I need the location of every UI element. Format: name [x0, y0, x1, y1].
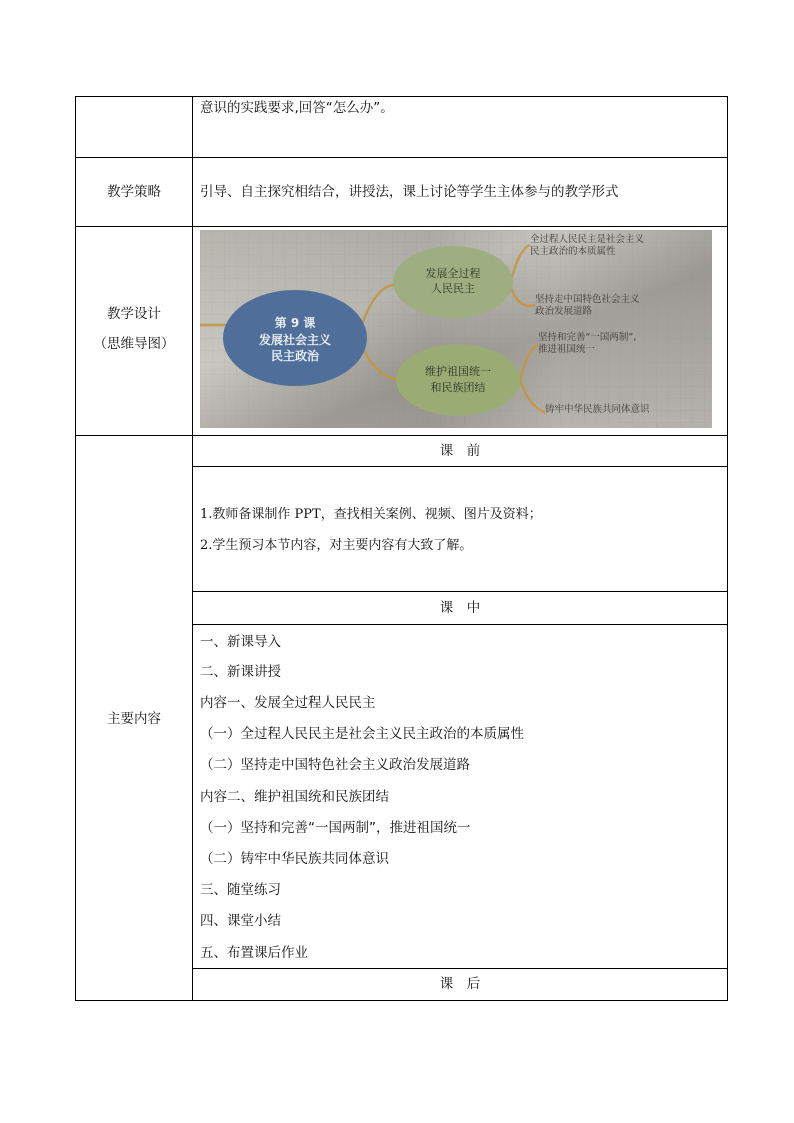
row1-content: 意识的实践要求,回答“怎么办”。: [200, 100, 394, 116]
mind-map-leaf2-line2: 政治发展道路: [535, 306, 593, 317]
before-class-heading: 课 前: [439, 443, 481, 459]
table-border-left: [75, 96, 76, 1001]
table-border-bottom: [75, 1000, 728, 1001]
row-divider: [75, 435, 728, 436]
mind-map-branch1-line1: 发展全过程: [425, 267, 481, 280]
after-class-heading: 课 后: [439, 976, 481, 992]
table-border-top: [75, 96, 728, 97]
in-class-item: 二、新课讲授: [200, 664, 281, 680]
in-class-heading: 课 中: [439, 600, 481, 616]
in-class-item: （二）铸牢中华民族共同体意识: [200, 851, 389, 867]
mind-map-leaf1-line2: 民主政治的本质属性: [530, 246, 616, 257]
section-divider: [192, 624, 728, 625]
in-class-item: 一、新课导入: [200, 634, 281, 650]
in-class-item: 内容一、发展全过程人民民主: [200, 695, 376, 711]
mind-map-center-title: 第 9 课: [274, 316, 316, 330]
in-class-item: （一）坚持和完善“一国两制”，推进祖国统一: [200, 820, 471, 836]
mind-map-leaf2-line1: 坚持走中国特色社会主义: [535, 294, 640, 305]
mind-map-center-line3: 民主政治: [270, 349, 320, 363]
mind-map-branch1-line2: 人民民主: [431, 282, 475, 295]
before-class-item: 1.教师备课制作 PPT，查找相关案例、视频、图片及资料；: [200, 507, 542, 522]
row-divider: [75, 157, 728, 158]
mind-map-leaf3-line2: 推进祖国统一: [538, 344, 596, 355]
section-divider: [192, 466, 728, 467]
mind-map-branch2-line2: 和民族团结: [430, 381, 486, 394]
main-content-label: 主要内容: [107, 711, 161, 727]
column-divider: [192, 96, 193, 1001]
mind-map-leaf1-line1: 全过程人民民主是社会主义: [530, 234, 645, 245]
strategy-content: 引导、自主探究相结合，讲授法，课上讨论等学生主体参与的教学形式: [200, 184, 619, 200]
mind-map-photo: [200, 230, 712, 428]
mind-map-graphic: [200, 230, 712, 428]
mind-map-leaf3-line1: 坚持和完善“一国两制”,: [538, 332, 637, 343]
section-divider: [192, 591, 728, 592]
strategy-label: 教学策略: [107, 184, 161, 200]
in-class-item: 四、课堂小结: [200, 913, 281, 929]
before-class-item: 2.学生预习本节内容，对主要内容有大致了解。: [200, 538, 473, 553]
in-class-item: 五、布置课后作业: [200, 945, 308, 961]
mind-map-center-line2: 发展社会主义: [258, 333, 332, 347]
in-class-item: （一）全过程人民民主是社会主义民主政治的本质属性: [200, 726, 524, 742]
in-class-item: 内容二、维护祖国统和民族团结: [200, 789, 389, 805]
design-sublabel: （思维导图）: [93, 336, 175, 352]
section-divider: [192, 968, 728, 969]
row-divider: [75, 226, 728, 227]
in-class-item: 三、随堂练习: [200, 882, 281, 898]
mind-map-branch2-line1: 维护祖国统一: [425, 365, 491, 378]
mind-map-leaf4: 铸牢中华民族共同体意识: [545, 404, 650, 415]
design-label: 教学设计: [107, 306, 161, 322]
table-border-right: [727, 96, 728, 1001]
in-class-item: （二）坚持走中国特色社会主义政治发展道路: [200, 757, 470, 773]
